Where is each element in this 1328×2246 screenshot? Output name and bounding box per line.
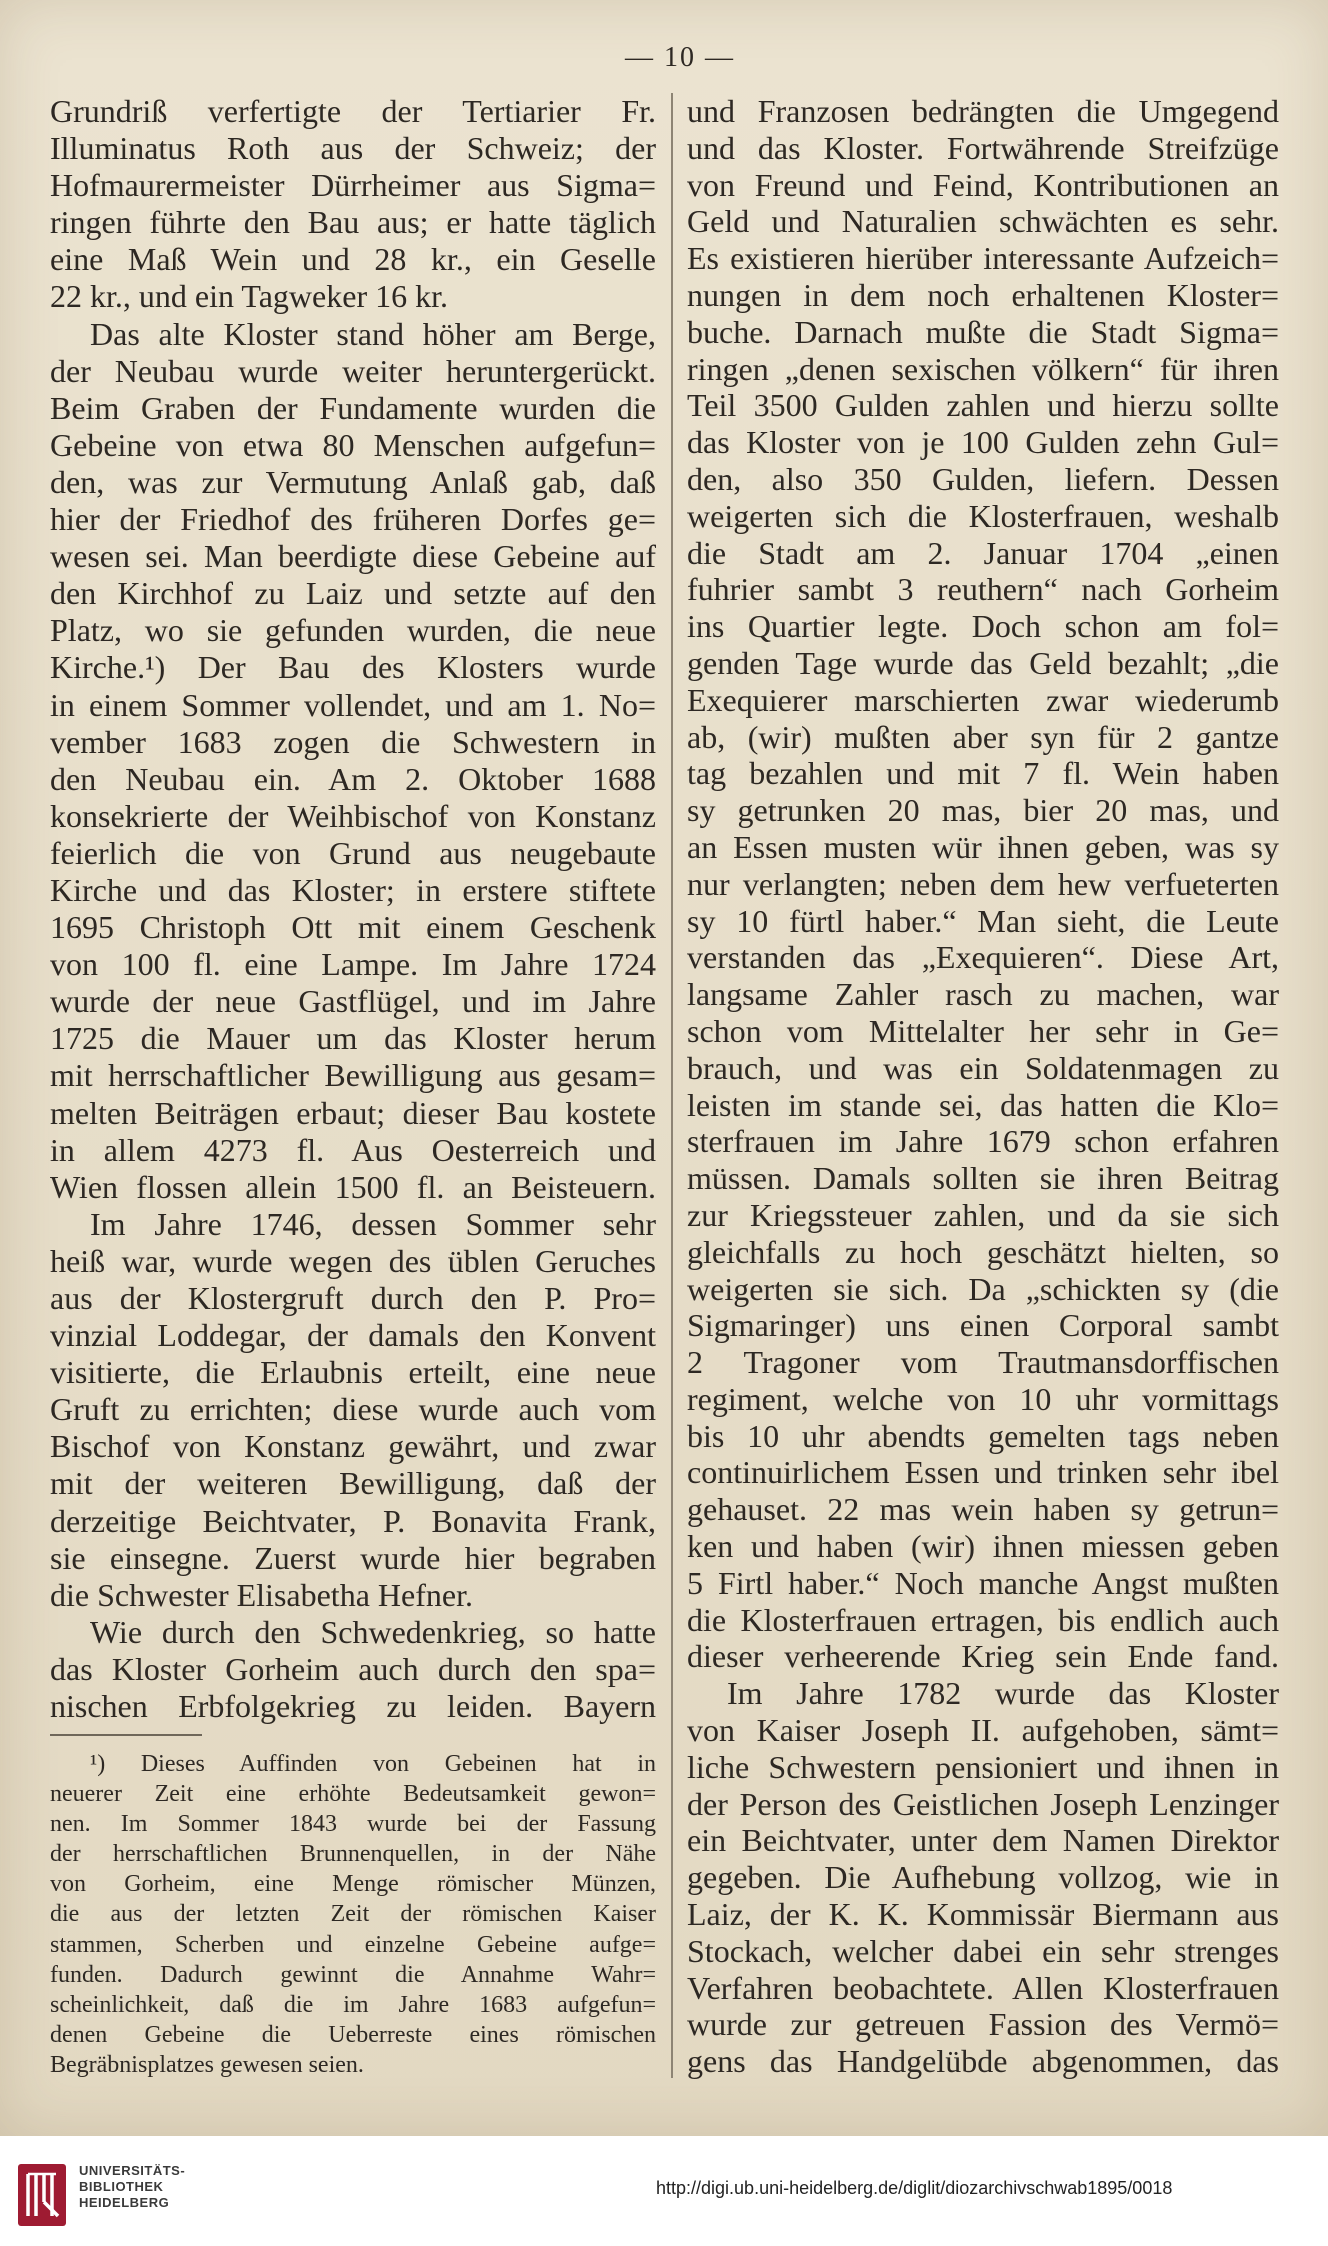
right-column-line: weigerten sie sich. Da „schickten sy (die (687, 1270, 1279, 1307)
footnote-line: von Gorheim, eine Menge römischer Münzen, (50, 1871, 656, 1898)
right-column-line: müssen. Damals sollten sie ihren Beitrag (687, 1160, 1279, 1197)
left-column-line: Beim Graben der Fundamente wurden die (50, 389, 656, 426)
right-column-line: ein Beichtvater, unter dem Namen Direktor (687, 1822, 1279, 1859)
right-column-line: die Stadt am 2. Januar 1704 „einen (687, 534, 1279, 571)
right-column-line: tag bezahlen und mit 7 fl. Wein haben (687, 755, 1279, 792)
left-column-line: visitierte, die Erlaubnis erteilt, eine neue (50, 1354, 656, 1391)
left-column-line: Platz, wo sie gefunden wurden, die neue (50, 612, 656, 649)
left-column-line: den, was zur Vermutung Anlaß gab, daß (50, 463, 656, 500)
right-column-line: gegeben. Die Aufhebung vollzog, wie in (687, 1859, 1279, 1896)
page-number: — 10 — (625, 42, 735, 73)
left-column-line: Wien flossen allein 1500 fl. an Beisteuern. (50, 1168, 656, 1205)
left-column-line: feierlich die von Grund aus neugebaute (50, 834, 656, 871)
left-column-line: mit der weiteren Bewilligung, daß der (50, 1465, 656, 1502)
library-logo-text-line: UNIVERSITÄTS- (79, 2163, 186, 2178)
right-column-line: ins Quartier legte. Doch schon am fol= (687, 608, 1279, 645)
right-column-line: continuirlichem Essen und trinken sehr ibel (687, 1454, 1279, 1491)
left-column-line: Grundriß verfertigte der Tertiarier Fr. (50, 93, 656, 129)
left-column-line: vinzial Loddegar, der damals den Konvent (50, 1317, 656, 1354)
right-column-line: langsame Zahler rasch zu machen, war (687, 976, 1279, 1013)
footnote-line: nen. Im Sommer 1843 wurde bei der Fassung (50, 1811, 656, 1838)
right-column-line: brauch, und was ein Soldatenmagen zu (687, 1049, 1279, 1086)
right-column-line: den, also 350 Gulden, liefern. Dessen (687, 460, 1279, 497)
library-logo-text-line: HEIDELBERG (79, 2195, 170, 2210)
right-column-line: Sigmaringer) uns einen Corporal sambt (687, 1307, 1279, 1344)
right-column-line: weigerten sich die Klosterfrauen, weshalb (687, 497, 1279, 534)
right-column-line: von Freund und Feind, Kontributionen an (687, 166, 1279, 203)
library-logo-text (79, 2163, 185, 2211)
right-column-line: Exequierer marschierten zwar wiederumb (687, 681, 1279, 718)
left-column-line: Gebeine von etwa 80 Menschen aufgefun= (50, 426, 656, 463)
source-url: http://digi.ub.uni-heidelberg.de/diglit/diozarchivschwab1895/0018 (656, 2178, 1173, 2198)
footnote-line: die aus der letzten Zeit der römischen Kaiser (50, 1901, 656, 1928)
right-column-line: genden Tage wurde das Geld bezahlt; „die (687, 644, 1279, 681)
left-column-line: Das alte Kloster stand höher am Berge, (90, 315, 656, 352)
footnote-line: Begräbnisplatzes gewesen seien. (50, 2051, 364, 2078)
right-column-line: ab, (wir) mußten aber syn für 2 gantze (687, 718, 1279, 755)
library-logo-icon-graphic (14, 2160, 70, 2230)
left-column-line: den Neubau ein. Am 2. Oktober 1688 (50, 760, 656, 797)
left-column-line: die Schwester Elisabetha Hefner. (50, 1576, 473, 1613)
right-column-line: nungen in dem noch erhaltenen Kloster= (687, 276, 1279, 313)
left-column-line: 1725 die Mauer um das Kloster herum (50, 1020, 656, 1057)
left-column-line: aus der Klostergruft durch den P. Pro= (50, 1280, 656, 1316)
left-column-line: Kirche und das Kloster; in erstere stiftete (50, 871, 656, 908)
left-column-line: den Kirchhof zu Laiz und setzte auf den (50, 575, 656, 612)
left-column-line: derzeitige Beichtvater, P. Bonavita Frank, (50, 1502, 656, 1539)
footnote-line: funden. Dadurch gewinnt die Annahme Wahr= (50, 1961, 656, 1988)
right-column-line: ken und haben (wir) ihnen miessen geben (687, 1528, 1279, 1565)
right-column-line: zur Kriegssteuer zahlen, und da sie sich (687, 1196, 1279, 1233)
left-column-line: wesen sei. Man beerdigte diese Gebeine auf (50, 538, 656, 575)
left-column-line: wurde der neue Gastflügel, und im Jahre (50, 983, 656, 1020)
left-column-line: Hofmaurermeister Dürrheimer aus Sigma= (50, 167, 656, 204)
right-column-line: von Kaiser Joseph II. aufgehoben, sämt= (687, 1712, 1279, 1749)
right-column-line: Geld und Naturalien schwächten es sehr. (687, 203, 1279, 240)
left-column-line: eine Maß Wein und 28 kr., ein Geselle (50, 241, 656, 278)
right-column-line: liche Schwestern pensioniert und ihnen in (687, 1748, 1279, 1785)
right-column-line: bis 10 uhr abendts gemelten tags neben (687, 1417, 1279, 1454)
left-column-line: ringen führte den Bau aus; er hatte täglich (50, 204, 656, 241)
right-column-line: schon vom Mittelalter her sehr in Ge= (687, 1012, 1279, 1049)
footnote-line: denen Gebeine die Ueberreste eines römischen (50, 2021, 656, 2048)
left-column-line: melten Beiträgen erbaut; dieser Bau kostete (50, 1094, 656, 1131)
left-column-line: Im Jahre 1746, dessen Sommer sehr (90, 1205, 656, 1242)
right-column-line: verstanden das „Exequieren“. Diese Art, (687, 939, 1279, 976)
right-column-line: buche. Darnach mußte die Stadt Sigma= (687, 313, 1279, 350)
right-column-line: leisten im stande sei, das hatten die Klo= (687, 1086, 1279, 1123)
right-column-line: der Person des Geistlichen Joseph Lenzinger (687, 1785, 1279, 1822)
right-column-line: Teil 3500 Gulden zahlen und hierzu sollte (687, 387, 1279, 424)
left-column (50, 93, 656, 1725)
left-column-line: in allem 4273 fl. Aus Oesterreich und (50, 1131, 656, 1168)
left-column-line: Kirche.¹) Der Bau des Klosters wurde (50, 649, 656, 686)
right-column-line: das Kloster von je 100 Gulden zehn Gul= (687, 424, 1279, 461)
right-column-line: 5 Firtl haber.“ Noch manche Angst mußten (687, 1564, 1279, 1601)
right-column-line: gehauset. 22 mas wein haben sy getrun= (687, 1491, 1279, 1528)
right-column-line: gleichfalls zu hoch geschätzt hielten, so (687, 1233, 1279, 1270)
right-column-line: regiment, welche von 10 uhr vormittags (687, 1380, 1279, 1417)
footnote-line: neuerer Zeit eine erhöhte Bedeutsamkeit gewon= (50, 1781, 656, 1808)
footnote-line: stammen, Scherben und einzelne Gebeine aufge= (50, 1931, 656, 1958)
left-column-line: 22 kr., und ein Tagweker 16 kr. (50, 278, 448, 315)
right-column-line: sterfrauen im Jahre 1679 schon erfahren (687, 1123, 1279, 1160)
left-column-line: Illuminatus Roth aus der Schweiz; der (50, 130, 656, 167)
left-column-line: mit herrschaftlicher Bewilligung aus gesam= (50, 1057, 656, 1094)
left-column-line: 1695 Christoph Ott mit einem Geschenk (50, 909, 656, 946)
right-column-line: ringen „denen sexischen völkern“ für ihren (687, 350, 1279, 387)
left-column-line: in einem Sommer vollendet, und am 1. No= (50, 686, 656, 723)
library-logo-text-line: BIBLIOTHEK (79, 2179, 164, 2194)
footnote-line: der herrschaftlichen Brunnenquellen, in der Nähe (50, 1841, 656, 1868)
column-divider (671, 93, 673, 2078)
left-column-line: vember 1683 zogen die Schwestern in (50, 723, 656, 760)
left-column-line: Wie durch den Schwedenkrieg, so hatte (90, 1613, 656, 1650)
left-column-line: konsekrierte der Weihbischof von Konstanz (50, 797, 656, 834)
left-column-line: nischen Erbfolgekrieg zu leiden. Bayern (50, 1688, 656, 1725)
right-column (687, 93, 1279, 2080)
right-column-line: und Franzosen bedrängten die Umgegend (687, 93, 1279, 129)
left-column-line: Bischof von Konstanz gewährt, und zwar (50, 1428, 656, 1465)
left-column-line: das Kloster Gorheim auch durch den spa= (50, 1650, 656, 1687)
footnote-line: scheinlichkeit, daß die im Jahre 1683 aufgefun= (50, 1991, 656, 2018)
right-column-line: gens das Handgelübde abgenommen, das (687, 2043, 1279, 2080)
footnote-rule (50, 1734, 202, 1736)
library-logo-icon (14, 2160, 70, 2230)
footnote-line: ¹) Dieses Auffinden von Gebeinen hat in (90, 1751, 656, 1777)
right-column-line: Es existieren hierüber interessante Aufzeich= (687, 240, 1279, 277)
right-column-line: fuhrier sambt 3 reuthern“ nach Gorheim (687, 571, 1279, 608)
right-column-line: Laiz, der K. K. Kommissär Biermann aus (687, 1896, 1279, 1933)
right-column-line: sy 10 fürtl haber.“ Man sieht, die Leute (687, 902, 1279, 939)
right-column-line: die Klosterfrauen ertragen, bis endlich auch (687, 1601, 1279, 1638)
right-column-line: 2 Tragoner vom Trautmansdorffischen (687, 1344, 1279, 1381)
right-column-line: Im Jahre 1782 wurde das Kloster (727, 1675, 1279, 1712)
left-column-line: heiß war, wurde wegen des üblen Geruches (50, 1242, 656, 1279)
left-column-line: Gruft zu errichten; diese wurde auch vom (50, 1391, 656, 1428)
right-column-line: wurde zur getreuen Fassion des Vermö= (687, 2006, 1279, 2043)
left-column-line: hier der Friedhof des früheren Dorfes ge= (50, 501, 656, 538)
right-column-line: sy getrunken 20 mas, bier 20 mas, und (687, 792, 1279, 829)
right-column-line: Verfahren beobachtete. Allen Klosterfrauen (687, 1969, 1279, 2006)
right-column-line: dieser verheerende Krieg sein Ende fand. (687, 1638, 1279, 1675)
footnote (50, 1749, 656, 2080)
left-column-line: der Neubau wurde weiter heruntergerückt. (50, 352, 656, 389)
left-column-line: sie einsegne. Zuerst wurde hier begraben (50, 1539, 656, 1576)
left-column-line: von 100 fl. eine Lampe. Im Jahre 1724 (50, 946, 656, 983)
right-column-line: an Essen musten wür ihnen geben, was sy (687, 828, 1279, 865)
right-column-line: und das Kloster. Fortwährende Streifzüge (687, 129, 1279, 166)
right-column-line: nur verlangten; neben dem hew verfueterten (687, 865, 1279, 902)
right-column-line: Stockach, welcher dabei ein sehr strenges (687, 1932, 1279, 1969)
